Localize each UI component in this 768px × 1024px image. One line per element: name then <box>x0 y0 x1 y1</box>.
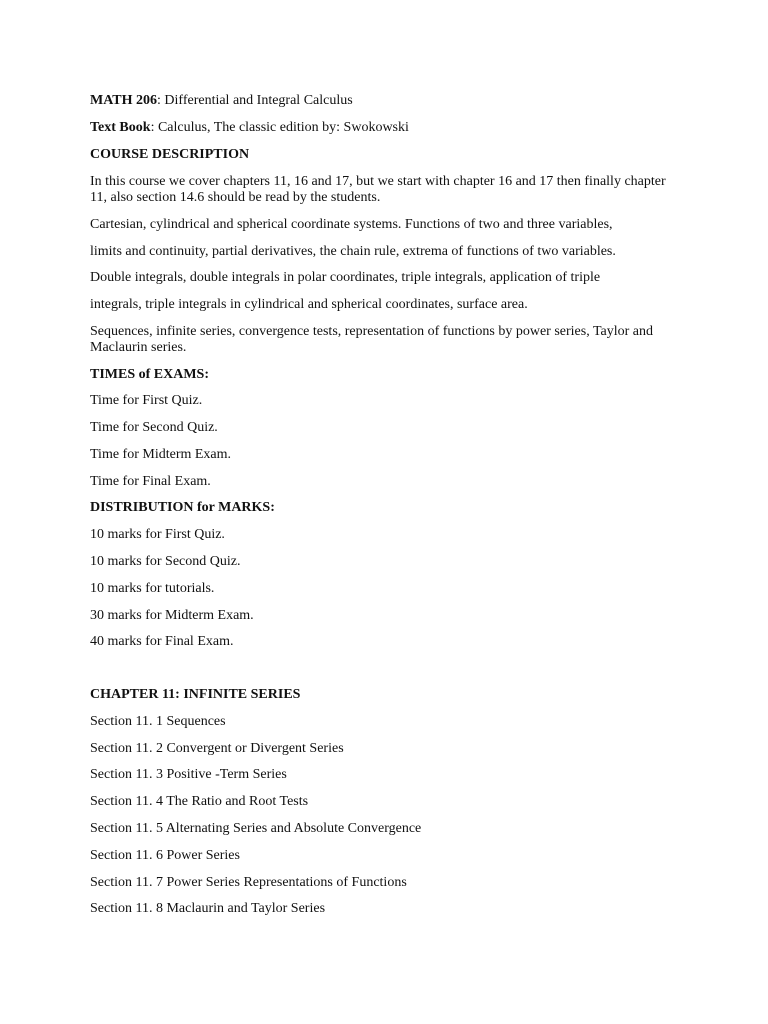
course-title: : Differential and Integral Calculus <box>157 93 353 108</box>
description-line-1: Cartesian, cylindrical and spherical coordinate systems. Functions of two and three variables, <box>90 217 613 232</box>
marks-item: 10 marks for First Quiz. <box>90 527 225 542</box>
section-item: Section 11. 6 Power Series <box>90 848 240 863</box>
description-line-4: integrals, triple integrals in cylindrical and spherical coordinates, surface area. <box>90 297 528 312</box>
textbook-label: Text Book <box>90 120 151 135</box>
exam-item: Time for Midterm Exam. <box>90 447 232 462</box>
course-description-intro: In this course we cover chapters 11, 16 and 17, but we start with chapter 16 and 17 then finally chapter 11, also section 14.6 should be read by the students. <box>90 174 666 205</box>
section-item: Section 11. 1 Sequences <box>90 714 226 729</box>
section-item: Section 11. 3 Positive -Term Series <box>90 767 287 782</box>
description-line-3: Double integrals, double integrals in polar coordinates, triple integrals, application of triple <box>90 270 601 285</box>
marks-item: 10 marks for Second Quiz. <box>90 554 241 569</box>
marks-item: 10 marks for tutorials. <box>90 581 215 596</box>
section-item: Section 11. 2 Convergent or Divergent Series <box>90 741 344 756</box>
exam-item: Time for Final Exam. <box>90 474 211 489</box>
textbook-line <box>90 120 409 136</box>
section-item: Section 11. 7 Power Series Representations of Functions <box>90 875 407 890</box>
course-title-line <box>90 93 353 109</box>
marks-item: 40 marks for Final Exam. <box>90 634 234 649</box>
description-line-5: Sequences, infinite series, convergence tests, representation of functions by power series, Taylor and Maclaurin series. <box>90 324 653 355</box>
section-item: Section 11. 5 Alternating Series and Absolute Convergence <box>90 821 422 836</box>
marks-heading: DISTRIBUTION for MARKS: <box>90 500 275 515</box>
section-item: Section 11. 4 The Ratio and Root Tests <box>90 794 309 809</box>
exam-item: Time for Second Quiz. <box>90 420 218 435</box>
section-item: Section 11. 8 Maclaurin and Taylor Series <box>90 901 326 916</box>
exam-item: Time for First Quiz. <box>90 393 203 408</box>
chapter-heading: CHAPTER 11: INFINITE SERIES <box>90 687 301 702</box>
exams-heading: TIMES of EXAMS: <box>90 367 210 382</box>
course-description-heading: COURSE DESCRIPTION <box>90 147 250 162</box>
description-line-2: limits and continuity, partial derivatives, the chain rule, extrema of functions of two variables. <box>90 244 616 259</box>
course-code: MATH 206 <box>90 93 158 108</box>
textbook-text: : Calculus, The classic edition by: Swokowski <box>150 120 409 135</box>
marks-item: 30 marks for Midterm Exam. <box>90 608 254 623</box>
